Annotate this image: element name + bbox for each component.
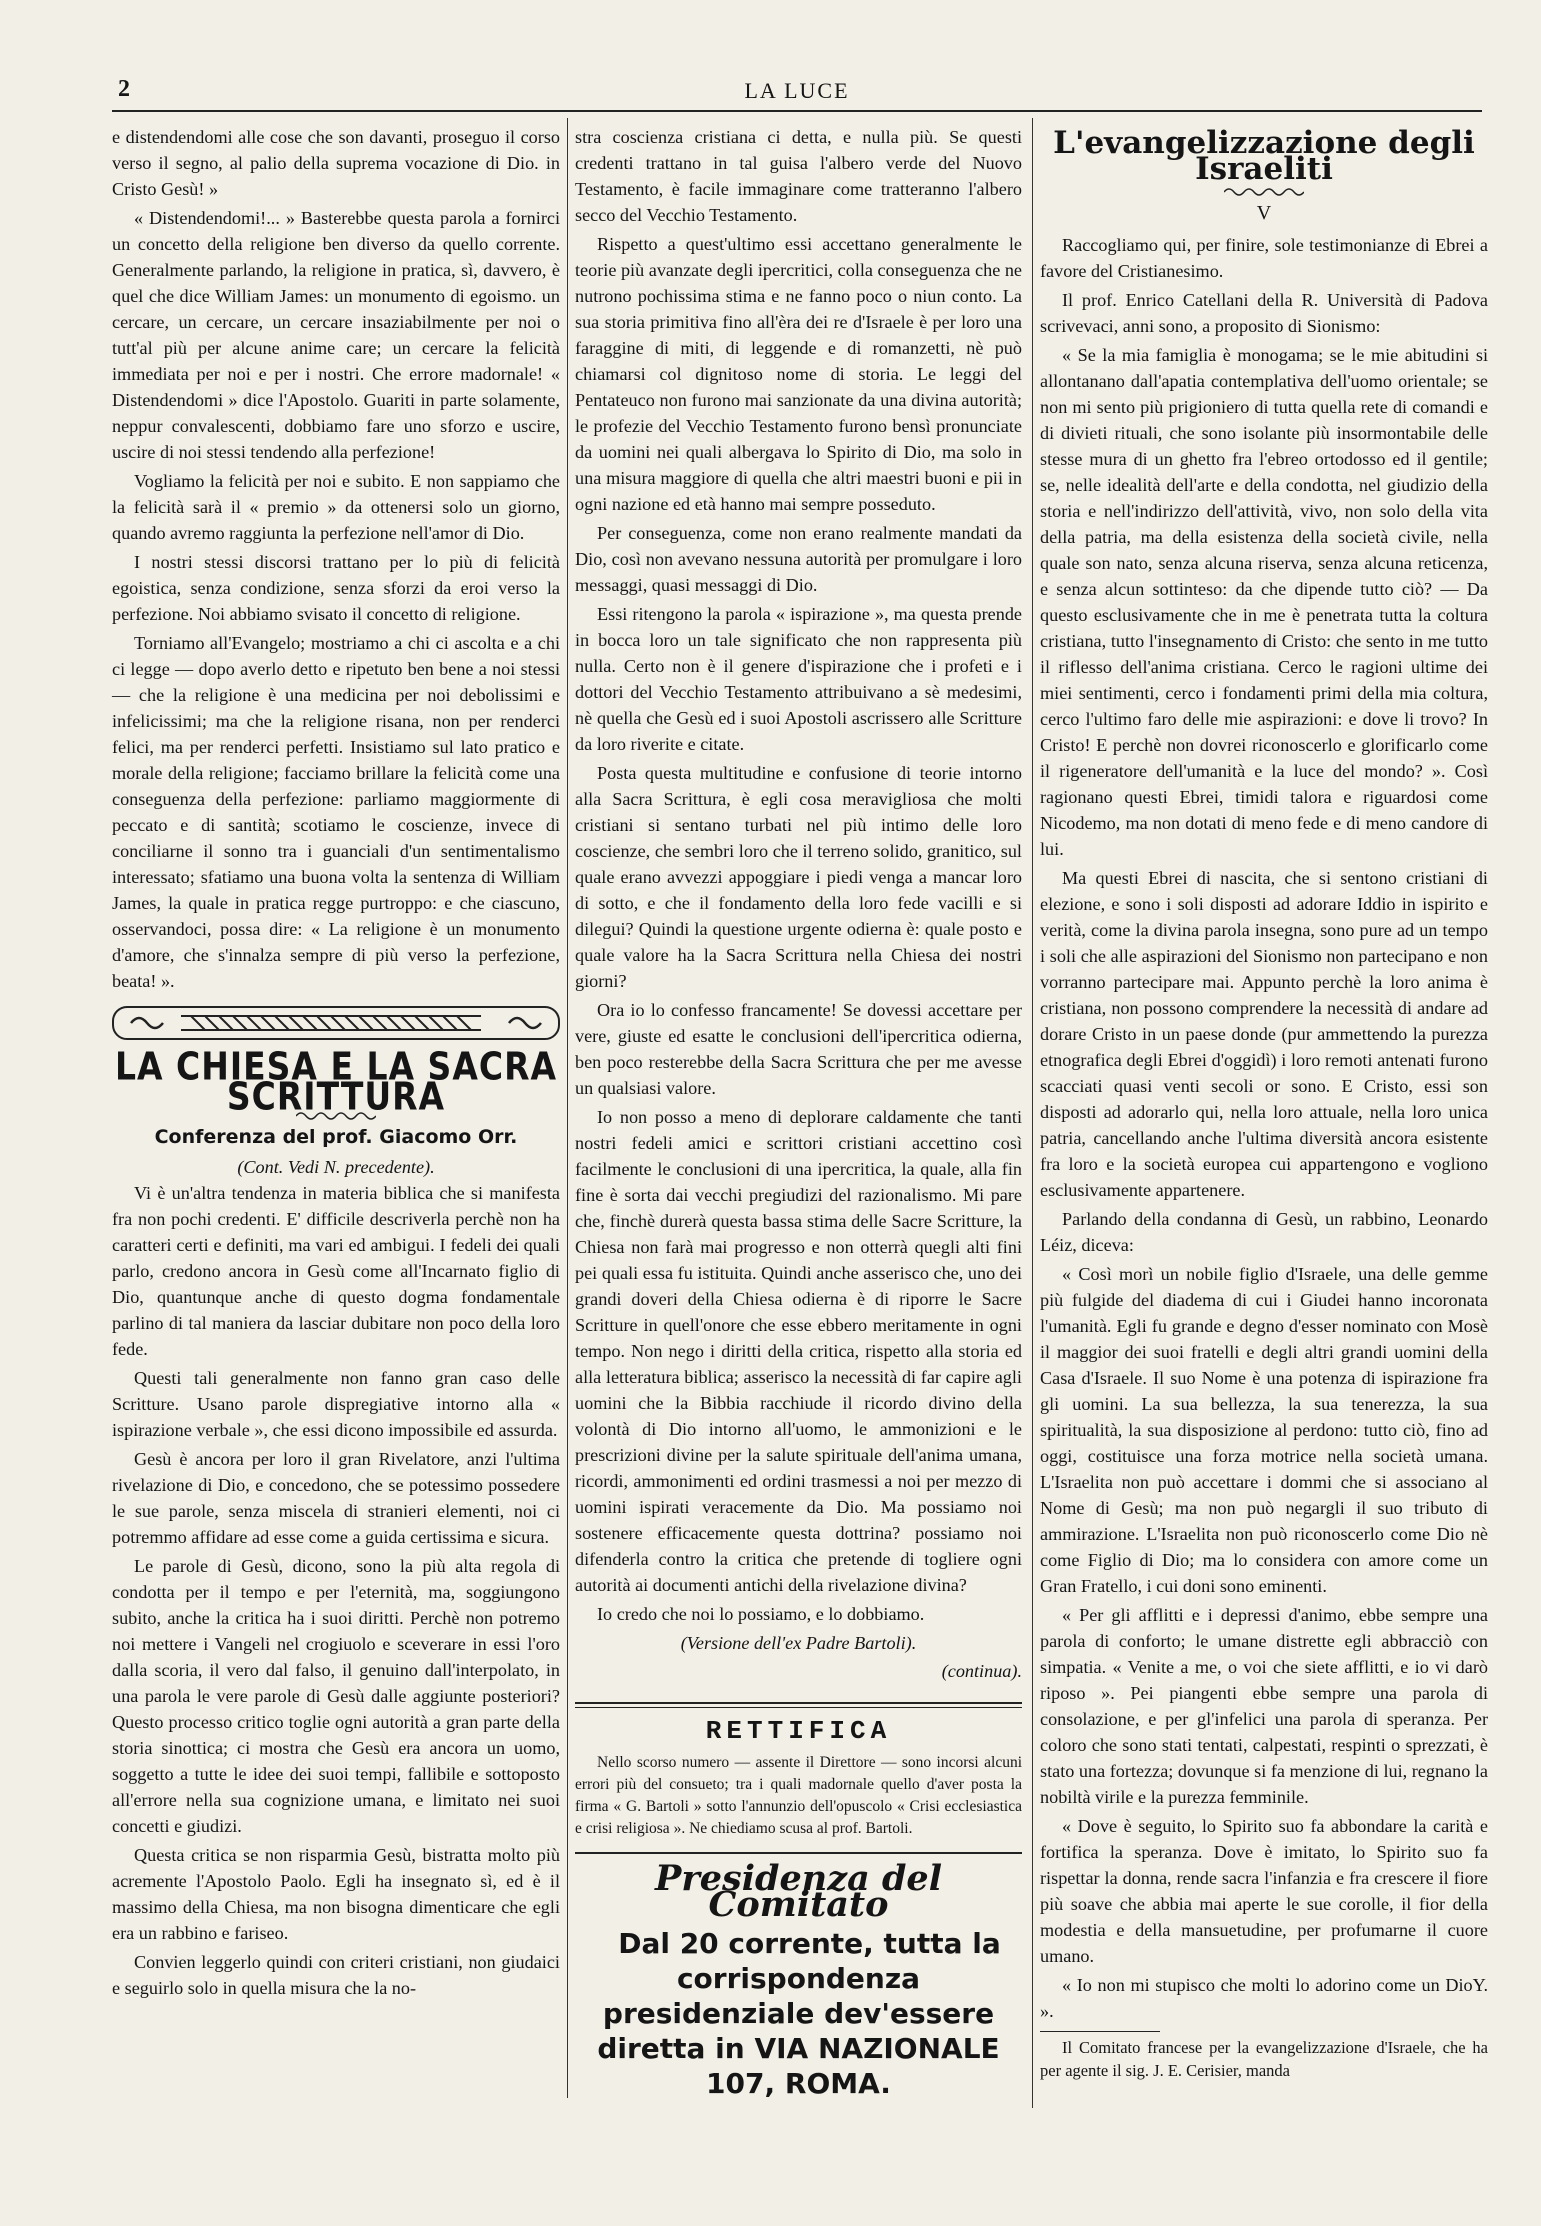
paragraph: Convien leggerlo quindi con criteri cristiani, non giudaici e seguirlo solo in quella misura che la no- xyxy=(112,1952,560,1998)
article-subtitle: Conferenza del prof. Giacomo Orr. xyxy=(154,1126,518,1148)
paragraph: Le parole di Gesù, dicono, sono la più alta regola di condotta per il tempo e per l'eternità, ma, soggiungono subito, anche la critica ha i suoi diritti. Perchè non potremo noi mettere i Vangeli nel crogiuolo e sceverare in essi l'oro dalla scoria, il vero dal falso, il genuino dall'interpolato, in una parola le vere parole di Gesù dalle aggiunte posteriori? Questo processo critico toglie ogni autorità a gran parte della storia sinottica; ci mostra che Gesù era ancora un uomo, soggetto a tutte le idee dei suoi tempi, fallibile e sottoposto all'errore nella sua cognizione umana, e limitato nei suoi concetti e giudizi. xyxy=(112,1556,560,1836)
article-title: LA CHIESA E LA SACRA SCRITTURA xyxy=(114,1044,558,1119)
continua-label: (continua). xyxy=(941,1661,1022,1681)
masthead: LA LUCE xyxy=(744,78,850,103)
paragraph: Per conseguenza, come non erano realmente mandati da Dio, così non avevano nessuna autorità per promulgare i loro messaggi, quasi messaggi di Dio. xyxy=(575,523,1022,595)
ornamental-divider xyxy=(112,1006,560,1040)
column-2 xyxy=(575,124,1022,2101)
rettifica-title: RETTIFICA xyxy=(705,1716,892,1746)
ornament-pattern-icon xyxy=(121,1012,551,1034)
signature: Y. xyxy=(1472,1975,1488,1995)
paragraph: Essi ritengono la parola « ispirazione », ma questa prende in bocca loro un tale significato che non rappresenta più nulla. Certo non è il genere d'ispirazione che i profeti e i dottori del Vecchio Testamento attribuivano a sè medesimi, nè quella che Gesù ed i suoi Apostoli ascrissero alle Scritture da loro riverite e citate. xyxy=(575,604,1022,754)
rettifica-text: Nello scorso numero — assente il Direttore — sono incorsi alcuni errori più del consueto; tra i quali madornale quello d'aver posta la firma « G. Bartoli » sotto l'annunzio dell'opuscolo « Crisi ecclesiastica e crisi religiosa ». Ne chiediamo scusa al prof. Bartoli. xyxy=(575,1754,1022,1837)
paragraph: « Per gli afflitti e i depressi d'animo, ebbe sempre una parola di conforto; le umane distrette egli abbracciò con simpatia. « Venite a me, o voi che siete afflitti, e io vi darò riposo ». Pei piangenti ebbe sempre una parola di consolazione, e per gl'infelici una parola di speranza. Per coloro che sono stati tentati, calpestati, respinti o sprezzati, è stato una fortezza; dovunque si fa menzione di lui, regnano la nobiltà virile e la purezza femminile. xyxy=(1040,1605,1488,1807)
column-3 xyxy=(1040,124,1488,2085)
continuation-note: (Cont. Vedi N. precedente). xyxy=(237,1157,435,1177)
paragraph: Questa critica se non risparmia Gesù, bistratta molto più acremente l'Apostolo Paolo. Egli ha insegnato sì, ed è il massimo della Chiesa, ma non bisogna dimenticare che egli era un rabbino e fariseo. xyxy=(112,1845,560,1943)
article-title: L'evangelizzazione degli Israeliti xyxy=(1053,125,1475,187)
section-divider xyxy=(575,1852,1022,1854)
paragraph: Vi è un'altra tendenza in materia biblica che si manifesta fra non pochi credenti. E' difficile descriverla perchè non ha caratteri certi e definiti, ma vari ed ambigui. I fedeli dei quali parlo, credono ancora in Gesù come all'Incarnato figlio di Dio, quantunque anche di questo dogma fondamentale parlino di tal maniera da lasciar dubitare non poco della loro fede. xyxy=(112,1183,560,1359)
paragraph: stra coscienza cristiana ci detta, e nulla più. Se questi credenti trattano in tal guisa l'albero verde del Nuovo Testamento, è facile immaginare come tratteranno l'albero secco del Vecchio Testamento. xyxy=(575,127,1022,225)
paragraph: Vogliamo la felicità per noi e subito. E non sappiamo che la felicità sarà il « premio » da ottenersi solo un giorno, quando avremo raggiunta la perfezione nell'amor di Dio. xyxy=(112,471,560,543)
presidenza-title: Presidenza del Comitato xyxy=(655,1858,942,1925)
paragraph: « Dove è seguito, lo Spirito suo fa abbondare la carità e fortifica la speranza. Dove è imitato, lo Spirito suo fa rispettar la donna, rende sacra l'infanzia e fra crescere il fiore più soave che abbia mai aperte le sue corolle, il fior della modestia e della mansuetudine, per profumarne il cuore umano. xyxy=(1040,1816,1488,1966)
paragraph: Raccogliamo qui, per finire, sole testimonianze di Ebrei a favore del Cristianesimo. xyxy=(1040,235,1488,281)
paragraph: Io credo che noi lo possiamo, e lo dobbiamo. xyxy=(597,1604,925,1624)
column-rule-2 xyxy=(1032,118,1033,2108)
paragraph: Gesù è ancora per loro il gran Rivelatore, anzi l'ultima rivelazione di Dio, e concedono, che se potessimo possedere le sue parole, senza miscela di stranieri elementi, noi ci potremmo affidare ad esse come a guida certissima e sicura. xyxy=(112,1449,560,1547)
presidenza-notice: Dal 20 corrente, tutta la corrispondenza presidenziale dev'essere diretta in VIA NAZIONALE 107, ROMA. xyxy=(597,1927,1001,2100)
paragraph: Il prof. Enrico Catellani della R. Università di Padova scrivevaci, anni sono, a proposito di Sionismo: xyxy=(1040,290,1488,336)
paragraph: Ora io lo confesso francamente! Se dovessi accettare per vere, giuste ed esatte le conclusioni dell'ipercritica odierna, ben poco resterebbe della Sacra Scrittura che per me avesse un qualsiasi valore. xyxy=(575,1000,1022,1098)
squiggle-icon xyxy=(1224,188,1304,196)
paragraph: Io non posso a meno di deplorare caldamente che tanti nostri fedeli amici e scrittori cristiani accettino così facilmente le conclusioni di una ipercritica, la quale, alla fin fine è sorta dai vecchi pregiudizi del razionalismo. Mi pare che, finchè durerà questa bassa stima delle Sacre Scritture, la Chiesa non farà mai progresso e non otterrà quegli alti fini pei quali essa fu istituita. Quindi anche asserisco che, uno dei grandi doveri della Chiesa odierna è di riporre le Sacre Scritture in quell'onore che esse ebbero meritamente in ogni tempo. Non nego i diritti della critica, rispetto alla storia ed alla letteratura biblica; asserisco la necessità di far capire agli uomini che la Bibbia racchiude il ricordo divino della volontà di Dio intorno all'uomo, le ammonizioni e le prescrizioni divine per la salute spirituale dell'anima umana, ricordi, ammonimenti ed ordini trasmessi a noi per mezzo di uomini ispirati veracemente da Dio. Ma possiamo noi sostenere efficacemente questa dottrina? possiamo noi difenderla contro la critica che pretende di togliere ogni autorità ai documenti antichi della rivelazione divina? xyxy=(575,1107,1022,1595)
paragraph: I nostri stessi discorsi trattano per lo più di felicità egoistica, senza condizione, senza sforzi da eroi verso la perfezione. Noi abbiamo svisato il concetto di religione. xyxy=(112,552,560,624)
footnote-rule xyxy=(1040,2031,1160,2032)
paragraph: Posta questa multitudine e confusione di teorie intorno alla Sacra Scrittura, è egli cosa meravigliosa che molti cristiani si sentano turbati nel più intimo delle loro coscienze, che sembri loro che il terreno solido, granitico, sul quale erano avvezzi appoggiare i piedi venga a mancar loro di sotto, e che il fondamento della loro fede vacilli e si dilegui? Quindi la questione urgente odierna è: quale posto e quale valore ha la Sacra Scrittura nella Chiesa dei nostri giorni? xyxy=(575,763,1022,991)
paragraph: « Distendendomi!... » Basterebbe questa parola a fornirci un concetto della religione ben diverso da quello corrente. Generalmente parlando, la religione in pratica, sì, davvero, è quel che dice William James: un monumento di egoismo. un cercare, un cercare, un cercare insaziabilmente per noi o tutt'al più per alcune anime care; un cercare la felicità immediata per noi e per i nostri. Che errore madornale! « Distendendomi » dice l'Apostolo. Guariti in parte solamente, neppur convalescenti, dobbiamo fare uno sforzo e uscire, uscire di noi stessi tendendo alla perfezione! xyxy=(112,208,560,462)
section-number: V xyxy=(1256,202,1272,224)
column-1 xyxy=(112,124,560,2004)
page-header xyxy=(112,76,1482,112)
paragraph: « Se la mia famiglia è monogama; se le mie abitudini si allontanano dall'apatia contemplativa dell'uomo orientale; se non mi sento più prigioniero di tutta quella rete di comandi e di divieti rituali, che sono isolante più insormontabile delle stesse mura di un ghetto fra l'ebreo ortodosso ed il gentile; se, nelle idealità dell'arte e della condotta, nel giudizio della storia e nell'indirizzo dell'attività, vivo, non solo della vita della patria, ma della esistenza della società civile, nella quale son nato, senza alcuna riserva, senza alcuna reticenza, e senza alcun sottinteso: da che dipende tutto ciò? — Da questo esclusivamente che in me è penetrata tutta la coltura cristiana, tutto l'insegnamento di Cristo: che sento in me tutto il riflesso dell'anima cristiana. Cerco le ragioni ultime dei miei sentimenti, cerco i fondamenti primi della mia coltura, cerco l'ultimo faro delle mie aspirazioni: e dove li trovo? In Cristo! E perchè non dovrei riconoscerlo e glorificarlo come il rigeneratore dell'umanità e la luce del mondo? ». Così ragionano questi Ebrei, timidi talora e riguardosi come Nicodemo, ma non dotati di meno fede e di meno candore di lui. xyxy=(1040,345,1488,859)
closing-line xyxy=(1040,1972,1488,2027)
page-number: 2 xyxy=(118,76,130,102)
paragraph: Torniamo all'Evangelo; mostriamo a chi ci ascolta e a chi ci legge — dopo averlo detto e ripetuto ben bene a noi stessi — che la religione è una medicina per noi debolissimi e infelicissimi; ma che la religione risana, non per renderci felici, ma per renderci perfetti. Insistiamo sul lato pratico e morale della religione; facciamo brillare la felicità come una conseguenza della perfezione: parliamo maggiormente di peccato e di santità; scotiamo le coscienze, invece di conciliarne il sonno tra i guanciali d'un sentimentalismo interessato; sfatiamo una buona volta la sentenza di William James, la quale in pratica regge purtroppo: e che ciascuno, osservandoci, possa dire: « La religione è un monumento d'amore, che s'innalza sempre di più verso la perfezione, beata! ». xyxy=(112,633,560,991)
title-flourish xyxy=(1040,188,1488,196)
paragraph: « Io non mi stupisco che molti lo adorino come un Dio ». xyxy=(1040,1975,1473,2021)
column-rule-1 xyxy=(567,118,568,2098)
paragraph: « Così morì un nobile figlio d'Israele, una delle gemme più fulgide del diadema di cui i Giudei hanno incoronata l'umanità. Egli fu grande e degno d'esser nominato con Mosè il maggior dei suoi fratelli e degli altri grandi uomini della Casa d'Israele. Il suo Nome è una potenza di ispirazione fra gli uomini. La sua bellezza, la sua tenerezza, la sua spiritualità, la sua disposizione al perdono: tutto ciò, fino ad oggi, costituisce una forza motrice nella società umana. L'Israelita non può accettare i dommi che si associano al Nome di Gesù; ma non può negargli il suo tributo di ammirazione. L'Israelita non può riconoscerlo come Dio nè come Figlio di Dio; ma lo considera con amore come un Gran Fratello, i cui doni sono eminenti. xyxy=(1040,1264,1488,1596)
paragraph: e distendendomi alle cose che son davanti, proseguo il corso verso il segno, al palio della suprema vocazione di Dio. in Cristo Gesù! » xyxy=(112,127,560,199)
paragraph: Questi tali generalmente non fanno gran caso delle Scritture. Usano parole dispregiative intorno alla « ispirazione verbale », che essi dicono impossibile ed assurda. xyxy=(112,1368,560,1440)
paragraph: Ma questi Ebrei di nascita, che si sentono cristiani di elezione, e sono i soli disposti ad adorare Iddio in ispirito e verità, come la divina parola insegna, sono pure ad un tempo i soli che alle aspirazioni del Sionismo non partecipano e non vorranno partecipare mai. Appunto perchè la loro anima è cristiana, non possono comprendere la necessità di andare ad dorare Cristo in un paese donde (pur ammettendo la purezza etnografica degli Ebrei d'oggidì) i loro remoti antenati furono scacciati quasi venti secoli or sono. E Cristo, essi son disposti ad adorarlo qui, nella loro attuale, nella loro unica patria, cancellando anche l'ultima diversità ancora esistente fra loro e la società europea cui appartengono e vogliono esclusivamente appartenere. xyxy=(1040,868,1488,1200)
section-divider xyxy=(575,1702,1022,1708)
translator-note: (Versione dell'ex Padre Bartoli). xyxy=(680,1633,917,1653)
footnote: Il Comitato francese per la evangelizzazione d'Israele, che ha per agente il sig. J. E. Cerisier, manda xyxy=(1040,2038,1488,2080)
paragraph: Parlando della condanna di Gesù, un rabbino, Leonardo Léiz, diceva: xyxy=(1040,1209,1488,1255)
paragraph: Rispetto a quest'ultimo essi accettano generalmente le teorie più avanzate degli ipercritici, colla conseguenza che ne nutrono pochissima stima e ne fanno poco o niun conto. La sua storia primitiva fino all'èra dei re d'Israele è per loro una faraggine di miti, di leggende e di romanzetti, nè può chiamarsi col dignitoso nome di storia. Le leggi del Pentateuco non furono mai sanzionate da una divina autorità; le profezie del Vecchio Testamento furono bensì pronunciate da uomini nei quali albergava lo Spirito di Dio, ma solo in una misura maggiore di quella che altri maestri buoni e pii in ogni nazione ed età hanno mai sempre posseduto. xyxy=(575,234,1022,514)
